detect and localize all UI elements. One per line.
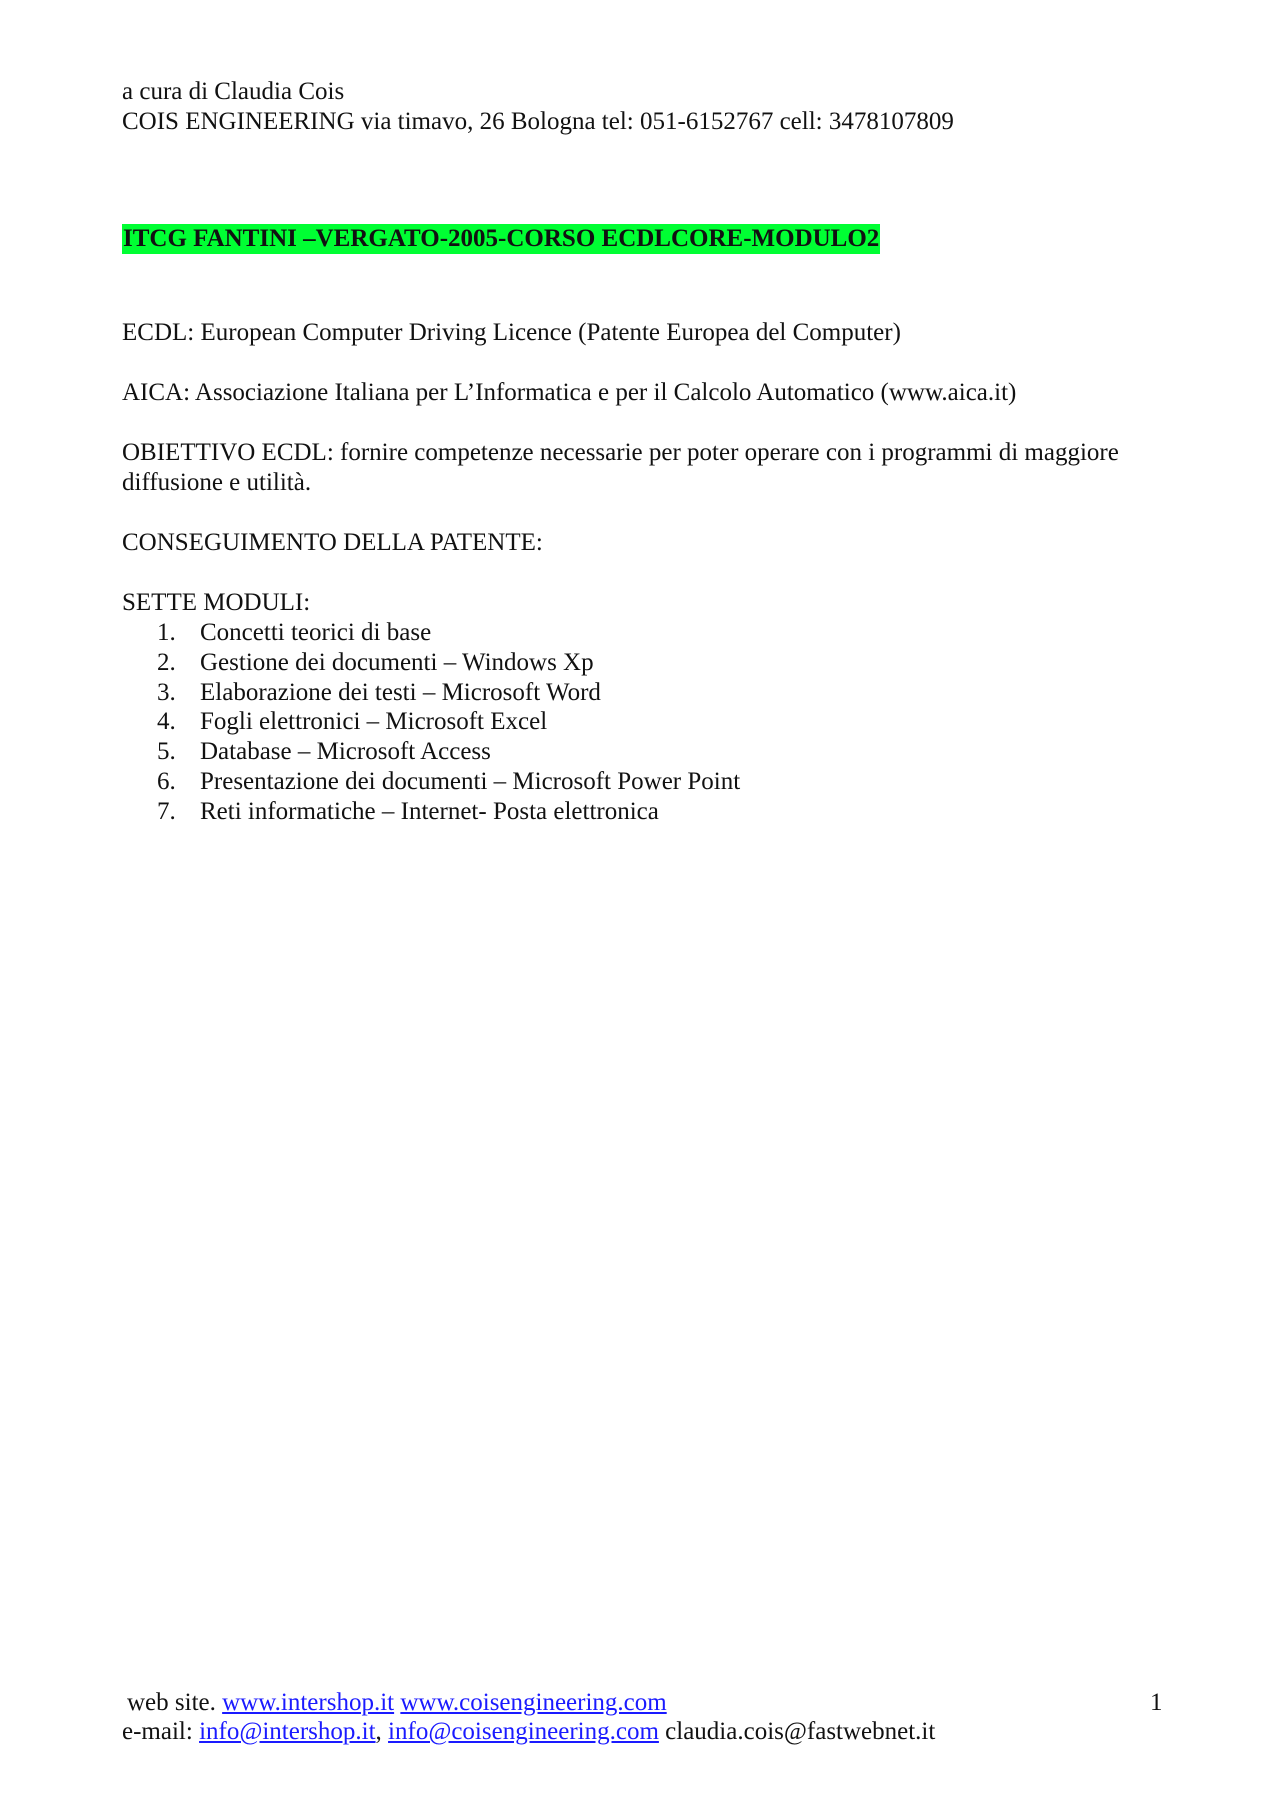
objective-line-2: diffusione e utilità. <box>122 469 312 496</box>
coisengineering-email-link[interactable]: info@coisengineering.com <box>388 1718 659 1745</box>
module-item <box>157 648 740 678</box>
intershop-website-link[interactable]: www.intershop.it <box>222 1689 395 1716</box>
email-label: e-mail: <box>122 1718 193 1745</box>
page-number: 1 <box>1150 1689 1163 1716</box>
module-number: 6. <box>157 767 176 795</box>
module-item <box>157 707 740 737</box>
module-number: 5. <box>157 738 176 766</box>
ecdl-definition: ECDL: European Computer Driving Licence (Patente Europea del Computer) <box>122 319 901 346</box>
objective-line-1: OBIETTIVO ECDL: fornire competenze necessarie per poter operare con i programmi di maggiore <box>122 439 1119 466</box>
module-number: 4. <box>157 708 176 736</box>
conseguimento-heading: CONSEGUIMENTO DELLA PATENTE: <box>122 529 543 556</box>
email-separator: , <box>375 1718 382 1745</box>
module-text: Elaborazione dei testi – Microsoft Word <box>200 678 601 706</box>
module-number: 7. <box>157 797 176 825</box>
module-number: 3. <box>157 678 176 706</box>
page-header <box>122 77 954 137</box>
modules-list <box>157 618 740 827</box>
objective-paragraph <box>122 438 1172 498</box>
module-text: Presentazione dei documenti – Microsoft Power Point <box>200 767 741 795</box>
module-item <box>157 767 740 797</box>
sette-moduli-heading: SETTE MODULI: <box>122 589 311 616</box>
website-label: web site. <box>127 1689 216 1716</box>
course-title: ITCG FANTINI –VERGATO-2005-CORSO ECDLCORE-MODULO2 <box>123 225 880 252</box>
module-text: Database – Microsoft Access <box>200 738 491 766</box>
module-number: 1. <box>157 619 176 646</box>
module-number: 2. <box>157 648 176 676</box>
footer-email-line <box>122 1717 935 1747</box>
company-line: COIS ENGINEERING via timavo, 26 Bologna tel: 051-6152767 cell: 3478107809 <box>122 108 954 135</box>
module-item <box>157 797 740 827</box>
intershop-email-link[interactable]: info@intershop.it <box>199 1718 376 1745</box>
module-text: Reti informatiche – Internet- Posta elettronica <box>200 797 659 825</box>
coisengineering-website-link[interactable]: www.coisengineering.com <box>400 1689 667 1716</box>
author-line: a cura di Claudia Cois <box>122 78 345 105</box>
aica-definition: AICA: Associazione Italiana per L’Informatica e per il Calcolo Automatico (www.aica.it) <box>122 379 1017 406</box>
module-text: Concetti teorici di base <box>200 619 432 646</box>
personal-email: claudia.cois@fastwebnet.it <box>665 1718 936 1745</box>
module-item <box>157 618 740 648</box>
module-text: Gestione dei documenti – Windows Xp <box>200 648 594 676</box>
footer-website-line <box>127 1688 667 1718</box>
module-item <box>157 737 740 767</box>
module-item <box>157 678 740 708</box>
module-text: Fogli elettronici – Microsoft Excel <box>200 708 548 736</box>
